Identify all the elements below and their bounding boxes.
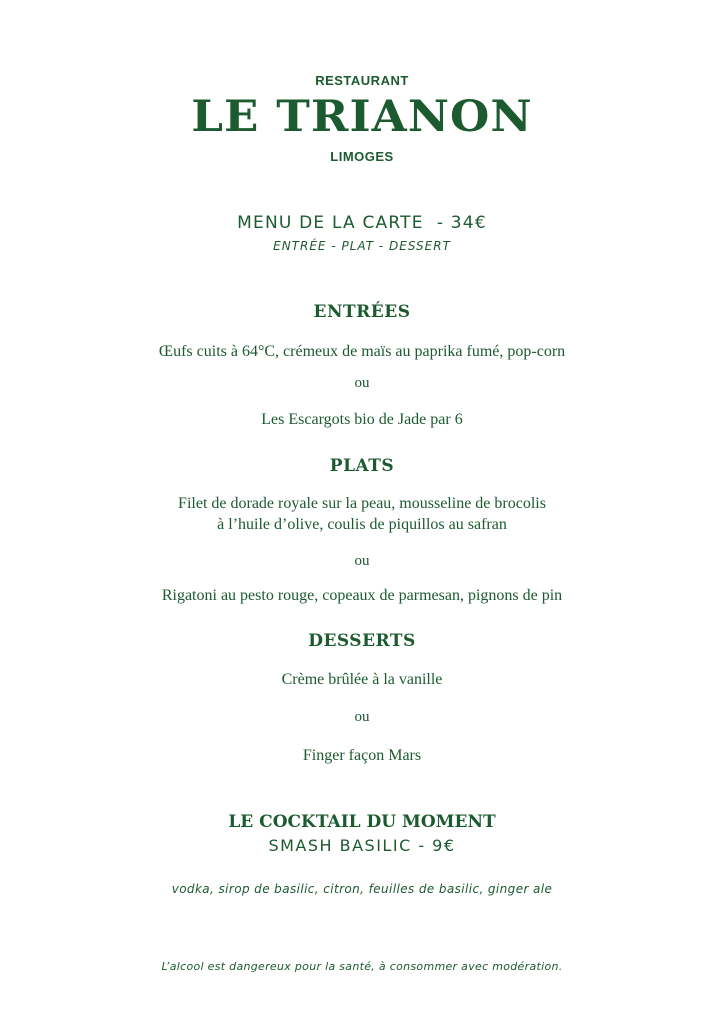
plat-dish-1-line-1: Filet de dorade royale sur la peau, mousseline de brocolis	[178, 495, 546, 512]
entrees-heading: ENTRÉES	[313, 302, 411, 322]
menu-subtitle: ENTRÉE - PLAT - DESSERT	[273, 239, 451, 253]
entree-dish-1: Œufs cuits à 64°C, crémeux de maïs au paprika fumé, pop-corn	[158, 343, 566, 360]
entrees-or: ou	[354, 375, 370, 391]
cocktail-heading: LE COCKTAIL DU MOMENT	[228, 812, 496, 832]
dessert-dish-2: Finger façon Mars	[302, 747, 422, 764]
menu-title: MENU DE LA CARTE - 34€	[237, 213, 487, 233]
desserts-heading: DESSERTS	[308, 631, 416, 651]
entree-dish-2: Les Escargots bio de Jade par 6	[261, 411, 463, 428]
desserts-or: ou	[354, 709, 370, 725]
city-label: LIMOGES	[330, 149, 394, 164]
cocktail-ingredients: vodka, sirop de basilic, citron, feuilles de basilic, ginger ale	[171, 882, 553, 896]
restaurant-name: LE TRIANON	[191, 92, 533, 142]
dessert-dish-1: Crème brûlée à la vanille	[281, 671, 443, 688]
plats-heading: PLATS	[329, 456, 395, 476]
cocktail-name: SMASH BASILIC - 9€	[268, 836, 456, 855]
plats-or: ou	[354, 553, 370, 569]
plat-dish-1-line-2: à l’huile d’olive, coulis de piquillos au safran	[217, 516, 507, 533]
health-warning: L’alcool est dangereux pour la santé, à consommer avec modération.	[161, 960, 563, 973]
restaurant-label: RESTAURANT	[315, 73, 409, 88]
plat-dish-2: Rigatoni au pesto rouge, copeaux de parmesan, pignons de pin	[161, 587, 563, 604]
